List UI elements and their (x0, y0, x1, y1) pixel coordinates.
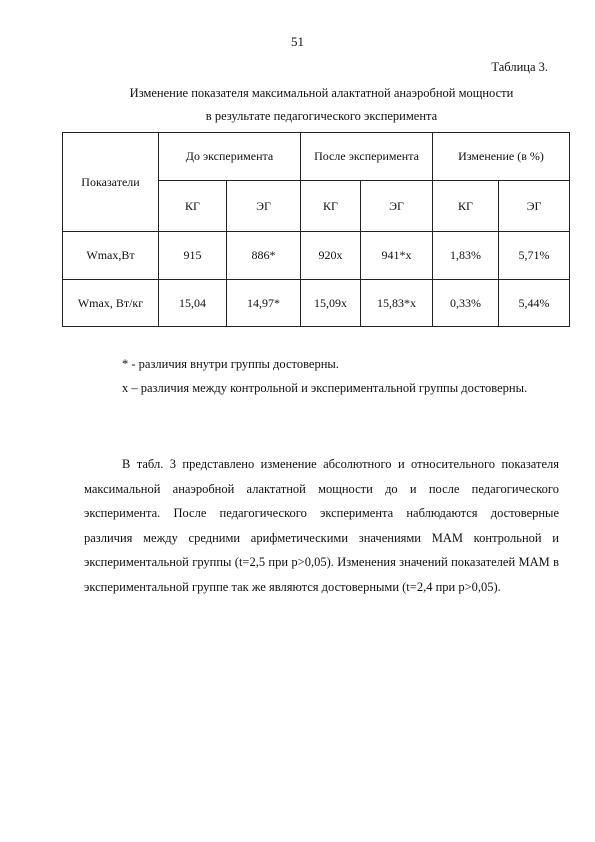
subheader-eg-after: ЭГ (361, 181, 433, 232)
page-number: 51 (291, 34, 304, 49)
subheader-eg-change: ЭГ (499, 181, 570, 232)
table-notes (84, 352, 559, 400)
table-cell: 15,09x (301, 280, 361, 327)
header-after-experiment: После эксперимента (301, 133, 433, 181)
row-label: Wmax,Вт (63, 232, 159, 280)
row-label: Wmax, Вт/кг (63, 280, 159, 327)
header-indicators: Показатели (63, 133, 159, 232)
subheader-kg-before: КГ (159, 181, 227, 232)
table-cell: 5,44% (499, 280, 570, 327)
table-cell: 15,04 (159, 280, 227, 327)
note-asterisk: * - различия внутри группы достоверны. (122, 357, 339, 371)
table-title-line-2: в результате педагогического эксперимента (205, 109, 438, 123)
results-table (62, 132, 570, 327)
header-before-experiment: До эксперимента (159, 133, 301, 181)
table-cell: 0,33% (433, 280, 499, 327)
table-cell: 14,97* (227, 280, 301, 327)
table-cell: 915 (159, 232, 227, 280)
subheader-kg-after: КГ (301, 181, 361, 232)
table-label: Таблица 3. (491, 60, 548, 74)
table-cell: 886* (227, 232, 301, 280)
subheader-kg-change: КГ (433, 181, 499, 232)
header-change-percent: Изменение (в %) (433, 133, 570, 181)
table-title (84, 82, 559, 128)
table-cell: 920x (301, 232, 361, 280)
body-paragraph: В табл. 3 представлено изменение абсолютного и относительного показателя максимальной анаэробной алактатной мощности до и после педагогического эксперимента. После педагогического эксперимента наблюдаются достоверные различия между средними арифметическими значениями МАМ контрольной и экспериментальной группы (t=2,5 при p>0,05). Изменения значений показателей МАМ в экспериментальной группе так же являются достоверными (t=2,4 при p>0,05). (84, 457, 559, 594)
table-cell: 5,71% (499, 232, 570, 280)
table-title-line-1: Изменение показателя максимальной алактатной анаэробной мощности (129, 86, 514, 100)
table-header-row (63, 133, 570, 181)
table-row (63, 232, 570, 280)
note-x: x – различия между контрольной и экспериментальной группы достоверны. (122, 381, 528, 395)
subheader-eg-before: ЭГ (227, 181, 301, 232)
table-cell: 1,83% (433, 232, 499, 280)
table-row (63, 280, 570, 327)
table-cell: 941*x (361, 232, 433, 280)
table-cell: 15,83*x (361, 280, 433, 327)
